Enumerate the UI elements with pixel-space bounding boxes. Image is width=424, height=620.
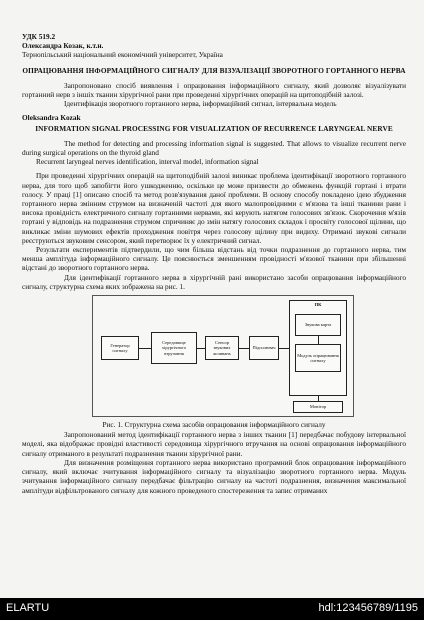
author-ua: Олександра Козак, к.т.н. — [22, 41, 104, 51]
affiliation: Тернопільський національний економічний університет, Україна — [22, 50, 223, 60]
body-paragraph-4: Запропонований метод ідентифікації гортанного нерва з інших тканин [1] передбачає побудову інтервальної моделі, яка відображає провідні властивості середовища хірургічного втручання на основі опрацювання інформаційного сигналу отриманого в результаті подразнення тканин хірургічної рани. — [22, 430, 406, 458]
abstract-en: The method for detecting and processing information signal is suggested. That allows to visualize recurrent nerve during surgical operations on the thyroid gland — [22, 138, 406, 158]
block-pc: ПК — [289, 300, 347, 396]
abstract-ua: Запропоновано спосіб виявлення і опрацювання інформаційного сигналу, який дозволяє візуалізувати гортанний нерв з іншіх тканин хірургічної рани при проведенні хірургічних операцій на щитоподібній залозі. — [22, 80, 406, 100]
arrow-medium-sensor — [197, 348, 205, 349]
block-generator: Генератор сигналу — [101, 336, 139, 360]
line-soundcard-module — [318, 336, 319, 344]
block-sensor: Сенсор звукових коливань — [205, 336, 239, 360]
repository-footer-bar — [0, 598, 424, 620]
body-paragraph-3: Для ідентифікації гортанного нерва в хірургічній рані використано засоби опрацювання інформаційного сигналу, структурна схема яких зображена на рис. 1. — [22, 272, 406, 291]
figure-caption: Рис. 1. Структурна схема засобів опрацювання інформаційного сигналу — [102, 420, 326, 430]
block-monitor: Монітор — [293, 401, 343, 413]
body-paragraph-1: При проведенні хірургічних операцій на щитоподібній залозі виникає проблема ідентифікації зворотного гортанного нерва, для того щоб запобігти його ушкодженню, оскільки це може призвести до обмежень функцій гортані і втрати голосу. У праці [1] описано спосіб та метод розв'язування даної проблеми. В основу способу покладено ідею збудження гортанного нерва змінним струмом на визначеній частоті для якого малопровідними є м'язова та інші тканини рани і висока провідність електричного сигналу гортанними нервами, які керують натягом голосових зв'язок. Скорочення м'язів гортані у відповідь на подразнення струмом спричиняє до змін натягу голосових складок і просвіту голосової щілини, що викликає зміни шумових ефектів проходження повітря через голосову щілину при видиху. Отримані звукові сигнали реєструються звуковим сенсором, який перетворює їх у електричний сигнал. — [22, 171, 406, 245]
udk-code: УДК 519.2 — [22, 32, 56, 41]
title-ua: ОПРАЦЮВАННЯ ІНФОРМАЦІЙНОГО СИГНАЛУ ДЛЯ ВІЗУАЛІЗАЦІЇ ЗВОРОТНОГО ГОРТАННОГО НЕРВА — [22, 65, 406, 75]
body-paragraph-5: Для визначення розміщення гортанного нерва використано програмний блок опрацювання інформаційного сигналу, який включає зчитування інформаційного сигналу та візуалізацію зворотного гортанного нерва. Модуль зчитування інформаційного сигналу передбачає фільтрацію сигналу на частоті подразнення, визначення максимальної амплітуди відфільтрованого сигналу для кожного проведеного спостереження та запис отриманих — [22, 457, 406, 495]
handle-id: hdl:123456789/1195 — [318, 602, 418, 614]
block-soundcard: Звукова карта — [295, 314, 341, 336]
arrow-amplifier-pc — [279, 348, 289, 349]
block-amplifier: Підсилювач — [249, 336, 279, 360]
title-en: INFORMATION SIGNAL PROCESSING FOR VISUALIZATION OF RECURRENCE LARYNGEAL NERVE — [35, 123, 393, 133]
arrow-generator-electrode — [139, 348, 151, 349]
arrow-sensor-amplifier — [239, 348, 249, 349]
block-surgical-medium: Середовище хірургічного втручання — [151, 332, 197, 364]
paper-content — [22, 32, 406, 495]
block-processing-module: Модуль опрацювання сигналу — [295, 344, 341, 372]
author-en: Oleksandra Kozak — [22, 113, 81, 123]
repository-name: ELARTU — [6, 602, 50, 614]
keywords-en: Recurrent laryngeal nerves identification, interval model, information signal — [36, 157, 259, 167]
body-paragraph-2: Результати експериментів підтвердили, що чим більша відстань від точки подразнення до гортанного нерва, тим менша амплітуда інформаційного сигналу. Це пояснюється зменшенням провідності м'язової тканини при збільшенні відстані до зворотного гортанного нерва. — [22, 245, 406, 273]
keywords-ua: Ідентифікація зворотного гортанного нерва, інформаційний сигнал, інтервальна модель — [64, 99, 337, 109]
block-diagram-figure — [92, 295, 354, 417]
